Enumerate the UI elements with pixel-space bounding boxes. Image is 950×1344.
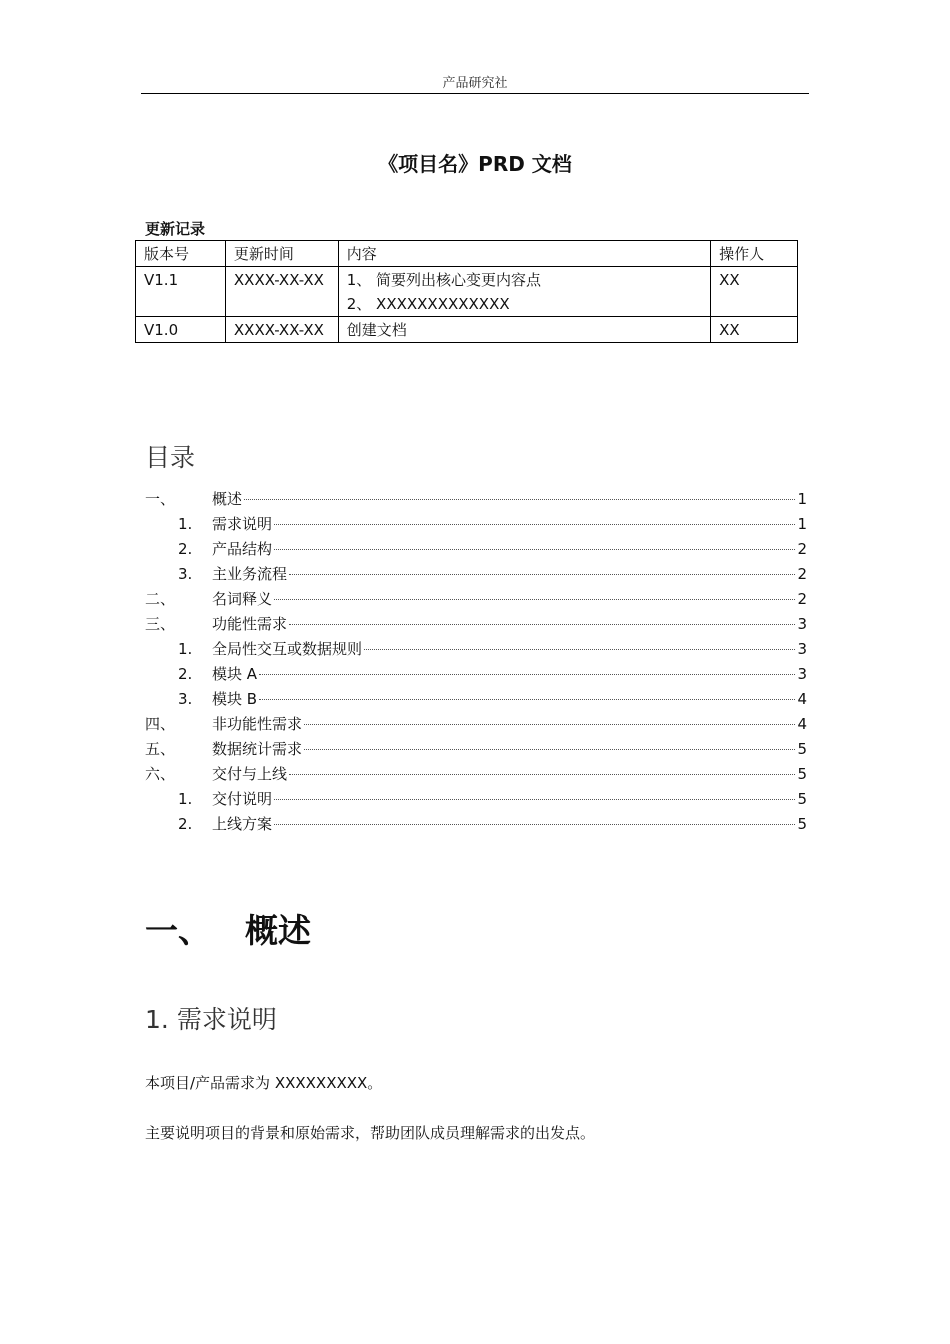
toc-entry-title: 非功能性需求 <box>212 715 303 733</box>
col-time: 更新时间 <box>225 241 338 267</box>
toc-entry-number: 二、 <box>145 590 176 608</box>
section-title: 概述 <box>245 911 311 950</box>
toc-entry-number: 2. <box>178 540 193 558</box>
toc-entry-title: 数据统计需求 <box>212 740 303 758</box>
subsection-number: 1. <box>145 1005 169 1034</box>
paragraph: 本项目/产品需求为 XXXXXXXXX。 <box>145 1074 383 1092</box>
content-cell <box>338 317 710 343</box>
toc-entry[interactable] <box>145 562 807 587</box>
toc-entry-page: 1 <box>797 515 807 533</box>
operator-cell: XX <box>711 317 798 343</box>
toc-entry[interactable] <box>145 762 807 787</box>
toc-entry-title: 名词释义 <box>212 590 273 608</box>
table-row <box>136 267 798 317</box>
col-version: 版本号 <box>136 241 226 267</box>
toc-entry[interactable] <box>145 487 807 512</box>
toc-entry-page: 3 <box>797 640 807 658</box>
subsection-heading <box>145 1000 277 1036</box>
time-cell: XXXX-XX-XX <box>225 317 338 343</box>
toc-entry-number: 1. <box>178 790 193 808</box>
table-row <box>136 317 798 343</box>
toc-entry[interactable] <box>145 612 807 637</box>
content-line: 2、 XXXXXXXXXXXXX <box>346 295 510 313</box>
history-label: 更新记录 <box>145 220 206 238</box>
toc-entry-title: 概述 <box>212 490 243 508</box>
toc-entry-number: 一、 <box>145 490 176 508</box>
toc-entry[interactable] <box>145 787 807 812</box>
toc-entry-number: 三、 <box>145 615 176 633</box>
toc-entry-page: 4 <box>797 690 807 708</box>
toc-entry-number: 3. <box>178 690 193 708</box>
version-cell: V1.0 <box>136 317 226 343</box>
toc-leader-dots <box>289 574 795 575</box>
toc-entry[interactable] <box>145 587 807 612</box>
subsection-title: 需求说明 <box>176 1005 277 1034</box>
toc-entry-number: 四、 <box>145 715 176 733</box>
version-cell: V1.1 <box>136 267 226 317</box>
toc-leader-dots <box>274 549 795 550</box>
toc-entry-page: 4 <box>797 715 807 733</box>
col-content: 内容 <box>338 241 710 267</box>
toc-entry-title: 产品结构 <box>212 540 273 558</box>
paragraph: 主要说明项目的背景和原始需求，帮助团队成员理解需求的出发点。 <box>145 1124 596 1142</box>
toc-leader-dots <box>274 824 795 825</box>
toc-leader-dots <box>364 649 795 650</box>
toc-entry-title: 交付说明 <box>212 790 273 808</box>
toc-entry[interactable] <box>145 537 807 562</box>
toc-entry-title: 功能性需求 <box>212 615 288 633</box>
toc-entry-page: 2 <box>797 590 807 608</box>
table-of-contents <box>145 487 807 837</box>
toc-entry[interactable] <box>145 662 807 687</box>
toc-entry-page: 3 <box>797 665 807 683</box>
toc-entry-title: 全局性交互或数据规则 <box>212 640 363 658</box>
toc-entry-number: 3. <box>178 565 193 583</box>
content-line: 创建文档 <box>346 321 407 339</box>
toc-leader-dots <box>274 799 795 800</box>
toc-entry-title: 模块 A <box>212 665 258 683</box>
toc-leader-dots <box>304 724 795 725</box>
toc-leader-dots <box>274 524 795 525</box>
toc-entry-page: 2 <box>797 540 807 558</box>
toc-entry-number: 2. <box>178 815 193 833</box>
toc-leader-dots <box>259 699 795 700</box>
content-cell <box>338 267 710 317</box>
operator-cell: XX <box>711 267 798 317</box>
toc-entry[interactable] <box>145 812 807 837</box>
history-table <box>135 240 798 343</box>
toc-entry[interactable] <box>145 687 807 712</box>
toc-heading: 目录 <box>145 443 196 472</box>
toc-leader-dots <box>244 499 795 500</box>
toc-entry-page: 5 <box>797 765 807 783</box>
toc-entry-number: 2. <box>178 665 193 683</box>
toc-entry-title: 模块 B <box>212 690 258 708</box>
toc-leader-dots <box>259 674 795 675</box>
toc-entry-page: 5 <box>797 790 807 808</box>
toc-entry-number: 五、 <box>145 740 176 758</box>
col-operator: 操作人 <box>711 241 798 267</box>
toc-leader-dots <box>289 624 795 625</box>
toc-entry-title: 主业务流程 <box>212 565 288 583</box>
toc-entry-page: 2 <box>797 565 807 583</box>
toc-entry[interactable] <box>145 712 807 737</box>
toc-entry-number: 六、 <box>145 765 176 783</box>
toc-leader-dots <box>289 774 795 775</box>
section-heading <box>145 905 311 952</box>
toc-entry-number: 1. <box>178 640 193 658</box>
toc-entry-page: 5 <box>797 815 807 833</box>
section-number: 一、 <box>145 911 211 950</box>
toc-entry[interactable] <box>145 637 807 662</box>
page-header: 产品研究社 <box>141 72 809 94</box>
toc-entry[interactable] <box>145 512 807 537</box>
toc-entry-title: 需求说明 <box>212 515 273 533</box>
toc-entry-page: 1 <box>797 490 807 508</box>
toc-entry-page: 5 <box>797 740 807 758</box>
toc-leader-dots <box>304 749 795 750</box>
time-cell: XXXX-XX-XX <box>225 267 338 317</box>
toc-entry-title: 交付与上线 <box>212 765 288 783</box>
toc-entry-title: 上线方案 <box>212 815 273 833</box>
document-title: 《项目名》PRD 文档 <box>378 152 572 176</box>
content-line: 1、 简要列出核心变更内容点 <box>346 271 542 289</box>
history-header-row <box>136 241 798 267</box>
toc-entry[interactable] <box>145 737 807 762</box>
toc-leader-dots <box>274 599 795 600</box>
toc-entry-page: 3 <box>797 615 807 633</box>
toc-entry-number: 1. <box>178 515 193 533</box>
